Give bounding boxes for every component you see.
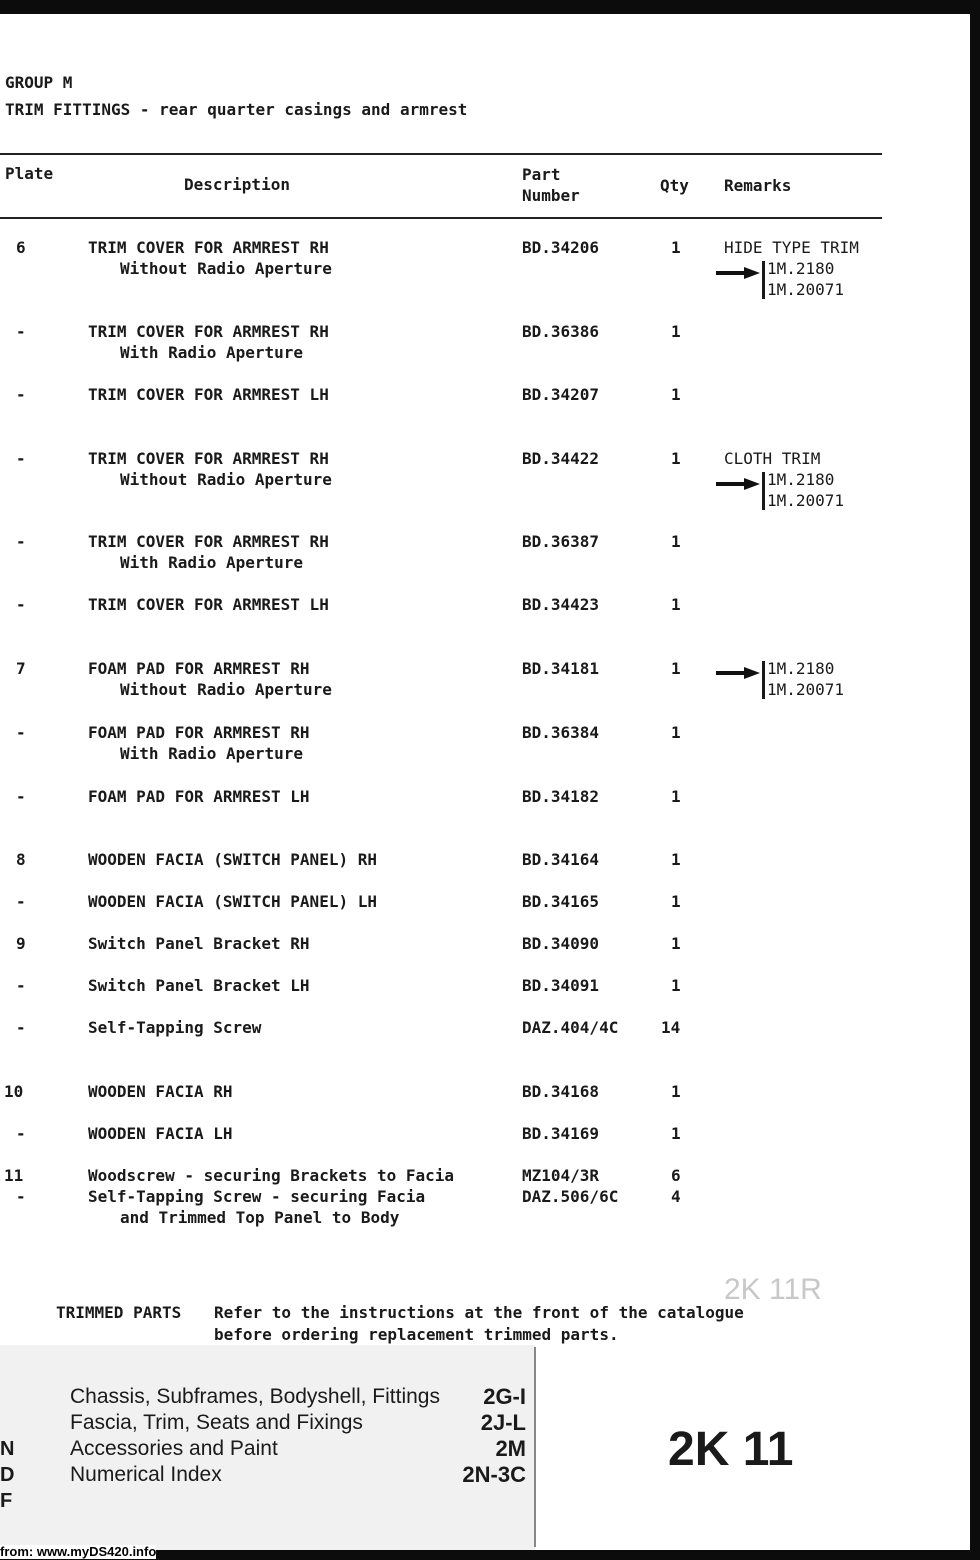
row-remark: HIDE TYPE TRIM xyxy=(724,238,859,257)
scan-border-right xyxy=(970,0,980,1560)
row-plate: - xyxy=(16,1018,26,1037)
footer-item-label: Chassis, Subframes, Bodyshell, Fittings xyxy=(70,1385,440,1408)
row-description-sub: With Radio Aperture xyxy=(120,343,304,362)
row-description: FOAM PAD FOR ARMREST RH xyxy=(88,659,310,678)
row-plate: 7 xyxy=(16,659,26,678)
row-qty: 1 xyxy=(671,787,681,806)
row-qty: 1 xyxy=(671,322,681,341)
row-description: WOODEN FACIA (SWITCH PANEL) RH xyxy=(88,850,377,869)
row-qty: 14 xyxy=(661,1018,681,1037)
row-description: Switch Panel Bracket RH xyxy=(88,934,310,953)
row-plate: - xyxy=(16,976,26,995)
footer-edge-letter: N xyxy=(0,1438,15,1460)
serial-range-bracket xyxy=(762,661,765,699)
row-plate: - xyxy=(16,532,26,551)
row-plate: 11 xyxy=(4,1166,24,1185)
row-part-number: BD.34169 xyxy=(522,1124,600,1143)
row-description: WOODEN FACIA LH xyxy=(88,1124,233,1143)
row-plate: - xyxy=(16,787,26,806)
arrow-right-icon xyxy=(716,667,760,679)
row-description: Woodscrew - securing Brackets to Facia xyxy=(88,1166,455,1185)
source-credit: from: www.myDS420.info xyxy=(0,1544,157,1559)
row-description: TRIM COVER FOR ARMREST RH xyxy=(88,532,329,551)
trimmed-parts-label: TRIMMED PARTS xyxy=(56,1303,182,1322)
row-qty: 1 xyxy=(671,1124,681,1143)
arrow-right-icon xyxy=(716,478,760,490)
row-description: WOODEN FACIA (SWITCH PANEL) LH xyxy=(88,892,377,911)
col-qty: Qty xyxy=(660,176,689,195)
row-part-number: BD.36387 xyxy=(522,532,600,551)
group-label: GROUP M xyxy=(5,73,73,92)
row-part-number: BD.34423 xyxy=(522,595,600,614)
row-description: TRIM COVER FOR ARMREST LH xyxy=(88,385,329,404)
row-plate: - xyxy=(16,892,26,911)
row-qty: 1 xyxy=(671,385,681,404)
col-part-line2: Number xyxy=(522,186,580,205)
row-qty: 4 xyxy=(671,1187,681,1206)
row-part-number: BD.36386 xyxy=(522,322,600,341)
row-qty: 1 xyxy=(671,1082,681,1101)
row-qty: 1 xyxy=(671,934,681,953)
row-remark: CLOTH TRIM xyxy=(724,449,821,468)
row-part-number: BD.34091 xyxy=(522,976,600,995)
row-plate: 10 xyxy=(4,1082,24,1101)
col-description: Description xyxy=(184,175,290,194)
row-plate: - xyxy=(16,595,26,614)
row-description: TRIM COVER FOR ARMREST RH xyxy=(88,238,329,257)
row-plate: - xyxy=(16,723,26,742)
row-part-number: DAZ.506/6C xyxy=(522,1187,619,1206)
row-description-sub: With Radio Aperture xyxy=(120,744,304,763)
row-description: TRIM COVER FOR ARMREST LH xyxy=(88,595,329,614)
arrow-right-icon xyxy=(716,267,760,279)
row-part-number: BD.34164 xyxy=(522,850,600,869)
pencil-annotation: 2K 11R xyxy=(724,1273,822,1306)
header-bottom-rule xyxy=(0,217,882,219)
row-description: TRIM COVER FOR ARMREST RH xyxy=(88,449,329,468)
footer-divider xyxy=(534,1347,536,1547)
row-serial-to: 1M.20071 xyxy=(767,680,845,699)
row-serial-from: 1M.2180 xyxy=(767,259,835,278)
row-plate: - xyxy=(16,322,26,341)
row-qty: 1 xyxy=(671,595,681,614)
trimmed-parts-line2: before ordering replacement trimmed parts. xyxy=(214,1325,619,1344)
row-description-sub: Without Radio Aperture xyxy=(120,470,332,489)
row-plate: - xyxy=(16,449,26,468)
col-remarks: Remarks xyxy=(724,176,792,195)
row-description-sub: With Radio Aperture xyxy=(120,553,304,572)
row-description: FOAM PAD FOR ARMREST RH xyxy=(88,723,310,742)
trimmed-parts-line1: Refer to the instructions at the front of the catalogue xyxy=(214,1303,744,1322)
row-description: TRIM COVER FOR ARMREST RH xyxy=(88,322,329,341)
header-top-rule xyxy=(0,153,882,155)
page-title: TRIM FITTINGS - rear quarter casings and armrest xyxy=(5,100,468,119)
row-part-number: BD.34168 xyxy=(522,1082,600,1101)
row-description: FOAM PAD FOR ARMREST LH xyxy=(88,787,310,806)
row-qty: 1 xyxy=(671,449,681,468)
row-qty: 1 xyxy=(671,532,681,551)
row-part-number: BD.34181 xyxy=(522,659,600,678)
row-plate: 8 xyxy=(16,850,26,869)
row-description: WOODEN FACIA RH xyxy=(88,1082,233,1101)
row-plate: - xyxy=(16,385,26,404)
row-part-number: BD.34182 xyxy=(522,787,600,806)
row-qty: 1 xyxy=(671,659,681,678)
row-qty: 1 xyxy=(671,723,681,742)
footer-item-label: Numerical Index xyxy=(70,1463,222,1486)
serial-range-bracket xyxy=(762,472,765,510)
row-serial-to: 1M.20071 xyxy=(767,280,845,299)
serial-range-bracket xyxy=(762,261,765,299)
row-description-sub: Without Radio Aperture xyxy=(120,259,332,278)
row-description: Switch Panel Bracket LH xyxy=(88,976,310,995)
footer-item-code: 2G-I xyxy=(483,1384,526,1409)
row-description: Self-Tapping Screw xyxy=(88,1018,262,1037)
row-qty: 1 xyxy=(671,238,681,257)
footer-item-label: Fascia, Trim, Seats and Fixings xyxy=(70,1411,363,1434)
row-serial-to: 1M.20071 xyxy=(767,491,845,510)
row-serial-from: 1M.2180 xyxy=(767,470,835,489)
footer-item-code: 2M xyxy=(495,1436,526,1461)
col-plate: Plate xyxy=(5,164,54,183)
row-plate: 9 xyxy=(16,934,26,953)
row-qty: 1 xyxy=(671,892,681,911)
row-plate: - xyxy=(16,1187,26,1206)
row-qty: 1 xyxy=(671,976,681,995)
row-part-number: BD.34090 xyxy=(522,934,600,953)
row-description: Self-Tapping Screw - securing Facia xyxy=(88,1187,426,1206)
footer-item-label: Accessories and Paint xyxy=(70,1437,278,1460)
row-part-number: BD.36384 xyxy=(522,723,600,742)
footer-item-code: 2N-3C xyxy=(462,1462,526,1487)
row-plate: - xyxy=(16,1124,26,1143)
footer-item-code: 2J-L xyxy=(480,1410,526,1435)
col-part-line1: Part xyxy=(522,165,561,184)
row-qty: 1 xyxy=(671,850,681,869)
row-description-sub: Without Radio Aperture xyxy=(120,680,332,699)
page-code: 2K 11 xyxy=(668,1423,794,1476)
footer-edge-letter: D xyxy=(0,1464,15,1486)
row-part-number: BD.34207 xyxy=(522,385,600,404)
row-part-number: BD.34206 xyxy=(522,238,600,257)
row-description-sub: and Trimmed Top Panel to Body xyxy=(120,1208,400,1227)
row-part-number: BD.34422 xyxy=(522,449,600,468)
row-part-number: MZ104/3R xyxy=(522,1166,600,1185)
row-part-number: BD.34165 xyxy=(522,892,600,911)
row-part-number: DAZ.404/4C xyxy=(522,1018,619,1037)
footer-edge-letter: F xyxy=(0,1490,13,1512)
row-plate: 6 xyxy=(16,238,26,257)
scan-border-top xyxy=(0,0,980,14)
row-serial-from: 1M.2180 xyxy=(767,659,835,678)
row-qty: 6 xyxy=(671,1166,681,1185)
